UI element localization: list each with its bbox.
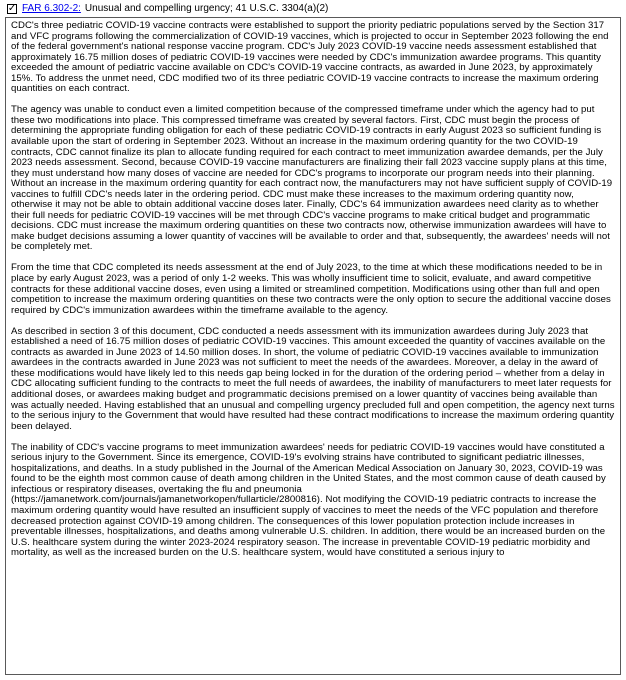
far-authority-header bbox=[5, 2, 621, 17]
paragraph-needs-assessment: As described in section 3 of this document, CDC conducted a needs assessment with its immunization awardees during July 2023 that established a need of 16.75 million doses of pediatric COVID-19 vaccines. This amount exceeded the quantity of vaccines available on the contracts as awarded in June 2023 of 14.50 million doses. In short, the volume of pediatric COVID-19 vaccines available to immunization awardees in the contracts awarded in June 2023 was not sufficient to meet the needs of the awardees. Moreover, a delay in the award of these modifications would have likely led to this needs gap being locked in for the duration of the ordering period – whether from a delay in CDC allocating sufficient funding to the contracts to meet the full needs of awardees, the inability of manufacturers to meet later requests for additional doses, or awardees making budget and programmatic decisions premised on a lower quantity of vaccines being available than was actually needed. Having established that an unusual and compelling urgency precluded full and open competition, the agency next turns to the serious injury to the Government that would have resulted had these contract modifications to increase the maximum ordering quantity been delayed. bbox=[11, 325, 615, 432]
paragraph-contracts-overview: CDC's three pediatric COVID-19 vaccine contracts were established to support the priority pediatric populations served by the Section 317 and VFC programs following the commercialization of COVID-19 vaccines, which is projected to occur in September 2023 following the end of the federal government's national response vaccine program. CDC's July 2023 COVID-19 vaccine needs assessment established that approximately 16.75 million doses of pediatric COVID-19 vaccines were needed by CDC's immunization awardee programs. This quantity exceeded the amount of pediatric vaccine available on CDC's COVID-19 vaccine contracts, as awarded in June 2023, by approximately 15%. To address the unmet need, CDC modified two of its three pediatric COVID-19 vaccine contracts to increase the maximum ordering quantities on each contract. bbox=[11, 20, 609, 95]
far-authority-checkbox[interactable] bbox=[7, 4, 17, 14]
paragraph-compressed-timeframe: The agency was unable to conduct even a limited competition because of the compressed timeframe under which the agency had to put these two modifications into place. This compressed timeframe was created by several factors. First, CDC must begin the process of determining the appropriate funding obligation for each of these pediatric COVID-19 contracts in early August 2023 so sufficient funding is available upon the start of ordering in September 2023. Without an increase in the maximum ordering quantity for the two COVID-19 contracts, CDC cannot finalize its plan to allocate funding required for each contract to meet immunization awardee demands, per the July 2023 needs assessment. Second, because COVID-19 vaccine manufacturers are finalizing their fall 2023 vaccine supply plans at this time, they must understand how many doses of vaccine are needed for CDC's programs to incorporate our program needs into their planning. Without an increase in the maximum ordering quantity for each contract now, the manufacturers may not have sufficient supply of COVID-19 vaccines to fulfill CDC's needs later in the ordering period. CDC must make these increases to the maximum ordering quantity now, otherwise it may not be able to obtain additional vaccine doses later. Finally, CDC's 64 immunization awardees need clarity as to whether their full needs for pediatric COVID-19 vaccines will be met through CDC's vaccine programs to make critical budget and programmatic decisions. CDC must increase the maximum ordering quantities on these two contracts now, otherwise immunization awardees will have to make budget decisions assuming a lower quantity of vaccines will be available to order and that, subsequently, the awardees' needs will not be completely met. bbox=[11, 104, 613, 253]
far-citation-link[interactable]: FAR 6.302-2: bbox=[22, 3, 81, 14]
justification-text-box bbox=[5, 17, 621, 675]
far-authority-title: Unusual and compelling urgency; 41 U.S.C. 3304(a)(2) bbox=[84, 3, 329, 14]
checkmark-icon: ✓ bbox=[7, 2, 17, 14]
paragraph-insufficient-time: From the time that CDC completed its needs assessment at the end of July 2023, to the time at which these modifications needed to be in place by early August 2023, was a period of only 1-2 weeks. This was wholly insufficient time to solicit, evaluate, and award competitive contracts for these additional vaccine doses, even using a limited or streamlined competition. Modifications using other than full and open competition to increase the maximum ordering quantities on these two contracts were the only option to secure the additional vaccine doses required by CDC's immunization awardees within the timeframe available to the agency. bbox=[11, 262, 611, 316]
paragraph-serious-injury: The inability of CDC's vaccine programs to meet immunization awardees' needs for pediatric COVID-19 vaccines would have constituted a serious injury to the Government. Since its emergence, COVID-19's evolving strains have contributed to significant pediatric illnesses, hospitalizations, and deaths. In a study published in the Journal of the American Medical Association on January 30, 2023, COVID-19 was found to be the eighth most common cause of death among children in the United States, and the most common cause of death caused by infectious or respiratory diseases, overtaking the flu and pneumonia (https://jamanetwork.com/journals/jamanetworkopen/fullarticle/2800816). Not modifying the COVID-19 pediatric contracts to increase the maximum ordering quantity would have resulted an insufficient supply of vaccines to meet the needs of the VFC population and therefore decreased protection against COVID-19 among children. The consequences of this lower population protection include increases in preventable illnesses, hospitalizations, and deaths among vulnerable U.S. children. In addition, there would be an increased burden on the U.S. healthcare system during the winter 2023-2024 respiratory season. The increase in preventable COVID-19 pediatric morbidity and mortality, as well as the increased burden on the U.S. healthcare system, would have constituted a serious injury to bbox=[11, 441, 606, 559]
